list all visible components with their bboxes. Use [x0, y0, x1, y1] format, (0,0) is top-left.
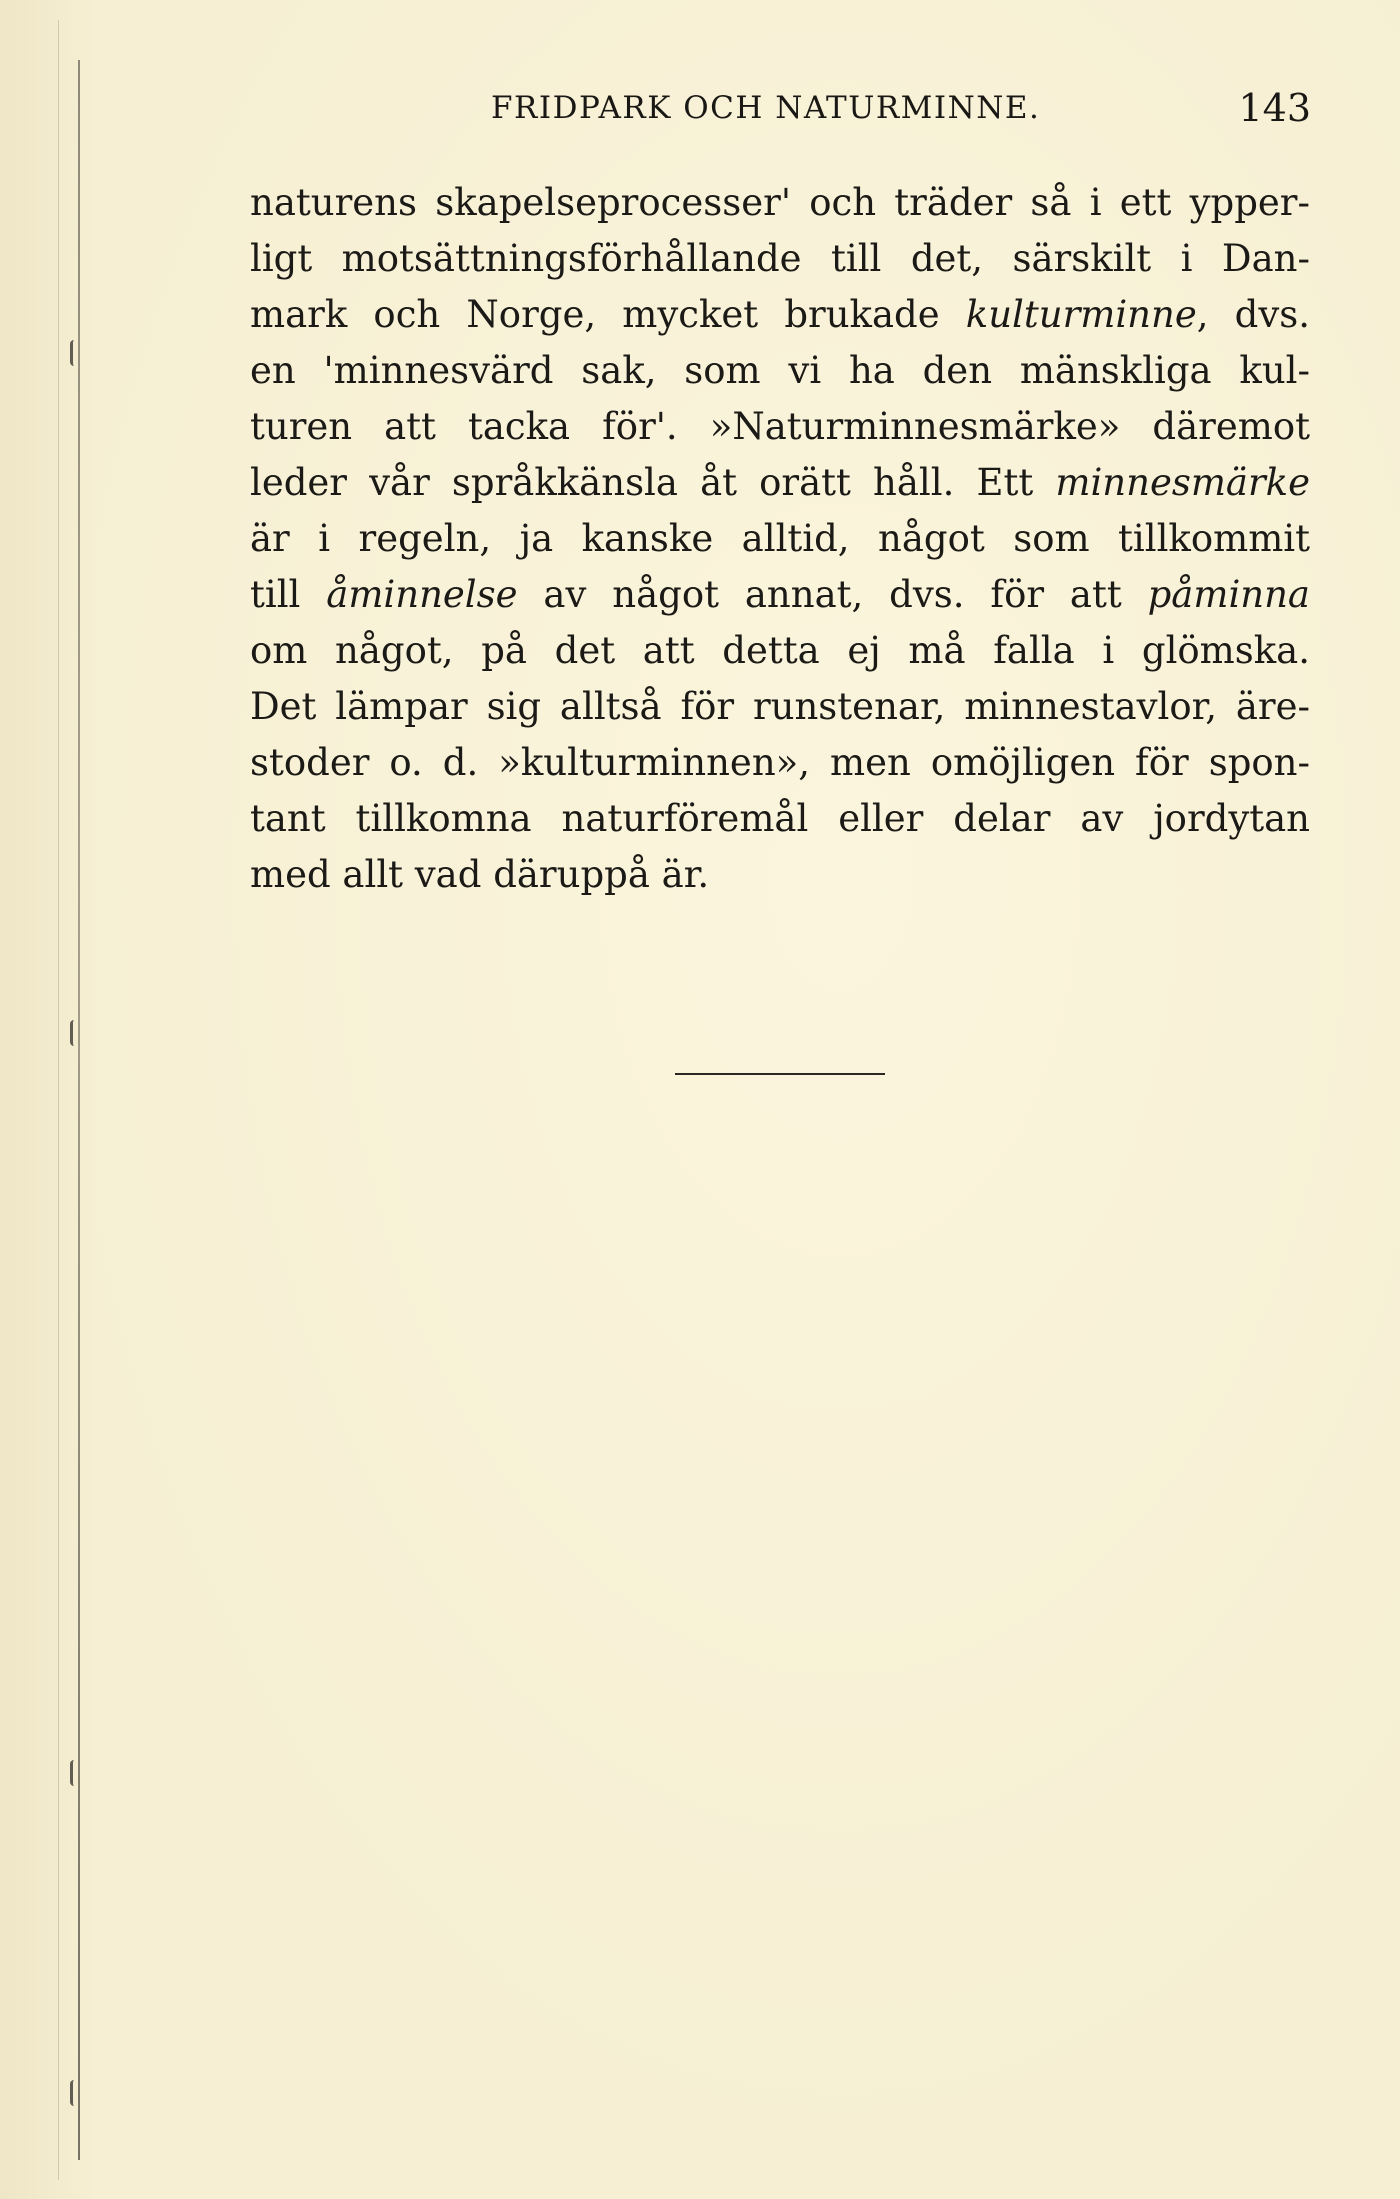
text-line: till åminnelse av något annat, dvs. för att påminna — [250, 573, 1310, 616]
stitch-mark — [70, 340, 91, 366]
stitch-mark — [70, 1020, 91, 1046]
running-title: FRIDPARK OCH NATURMINNE. — [491, 90, 1041, 126]
text-line: med allt vad däruppå är. — [250, 853, 710, 896]
text-line: tant tillkomna naturföremål eller delar av jordytan — [250, 797, 1310, 840]
text-line: stoder o. d. »kulturminnen», men omöjligen för spon- — [250, 741, 1310, 784]
text-line: är i regeln, ja kanske alltid, något som tillkommit — [250, 517, 1310, 560]
page-number: 143 — [1238, 86, 1311, 130]
text-line: ligt motsättningsförhållande till det, särskilt i Dan- — [250, 237, 1310, 280]
section-end-rule — [675, 1073, 885, 1075]
italic-term: påminna — [1147, 573, 1310, 616]
italic-term: kulturminne — [965, 293, 1197, 336]
running-head — [251, 86, 1311, 140]
italic-term: minnesmärke — [1055, 461, 1310, 504]
body-paragraph — [250, 175, 1310, 903]
text-line: turen att tacka för'. »Naturminnesmärke» däremot — [250, 405, 1310, 448]
binding-fold-line — [58, 20, 59, 2180]
page-binding-edge — [0, 0, 95, 2199]
stitch-mark — [70, 2080, 91, 2106]
stitch-mark — [70, 1760, 91, 1786]
text-line: Det lämpar sig alltså för runstenar, minnestavlor, äre- — [250, 685, 1310, 728]
text-line: om något, på det att detta ej må falla i glömska. — [250, 629, 1310, 672]
text-line: leder vår språkkänsla åt orätt håll. Ett minnesmärke — [250, 461, 1310, 504]
text-line: naturens skapelseprocesser' och träder så i ett ypper- — [250, 181, 1310, 224]
binding-stitch-line — [78, 60, 80, 2160]
text-line: en 'minnesvärd sak, som vi ha den mänskliga kul- — [250, 349, 1310, 392]
italic-term: åminnelse — [326, 573, 518, 616]
text-line: mark och Norge, mycket brukade kulturminne, dvs. — [250, 293, 1311, 336]
